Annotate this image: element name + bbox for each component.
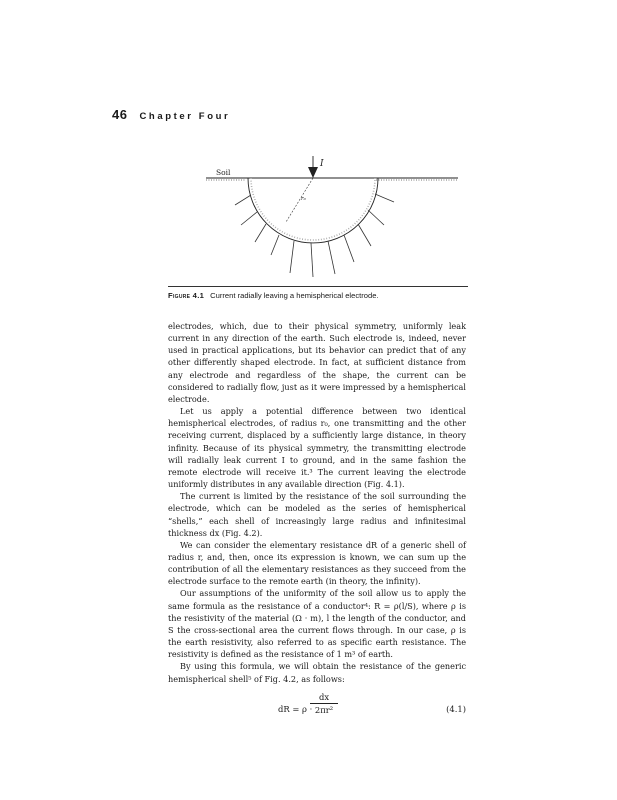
current-ray [290,241,294,273]
figure-caption [168,286,468,300]
running-header [112,107,230,123]
equation-number: (4.1) [446,704,466,714]
page-number: 46 [112,107,128,122]
current-ray [255,224,266,242]
current-ray [344,235,354,262]
current-ray [358,224,371,246]
paragraph: Let us apply a potential difference between two identical hemispherical electrodes, of radius r₀, one transmitting and the other receiving current, displaced by a sufficiently large distance, in theory infinity. Because of its physical symmetry, the transmitting electrode will radially leak current I to ground, and in the same fashion the remote electrode will receive it.³ The current leaving the electrode uniformly distributes in any available direction (Fig. 4.1). [168,406,466,490]
current-ray [311,243,313,277]
current-ray [375,194,394,202]
radius-label: r₀ [301,196,306,202]
electrode-surface-stipple [251,178,375,240]
radial-current-lines [235,194,394,277]
current-ray [241,212,257,225]
equation-numerator: dx [310,692,338,704]
electrode-hemisphere [248,178,378,243]
current-ray [328,241,335,274]
equation-4-1 [168,692,466,728]
paragraph: electrodes, which, due to their physical symmetry, uniformly leak current in any direction of the earth. Such electrode is, indeed, never used in practical applications, but its behavior can predict that of any other differently shaped electrode. In fact, at sufficient distance from any electrode and regardless of the shape, the current can be considered to radially flow, just as it were impressed by a hemispherical electrode. [168,321,466,404]
equation-lhs: dR = ρ · [278,704,313,714]
figure-caption-text: Current radially leaving a hemispherical electrode. [210,291,379,300]
figure-4-1 [168,150,468,290]
chapter-title: Chapter Four [139,111,231,122]
equation-denominator: 2πr² [314,705,334,715]
paragraph: Our assumptions of the uniformity of the soil allow us to apply the same formula as the resistance of a conductor⁴: R = ρ(l/S), where ρ is the resistivity of the material (Ω · m), l the length of the conductor, and S the cross-sectional area the current flows through. In our case, ρ is the earth resistivity, also referred to as specific earth resistance. The resistivity is defined as the resistance of 1 m³ of earth. [168,588,466,660]
soil-label: Soil [216,168,231,177]
current-arrow-head [308,167,318,178]
paragraph: We can consider the elementary resistance dR of a generic shell of radius r, and, then, once its expression is known, we can sum up the contribution of all the elementary resistances as they succeed from the electrode surface to the remote earth (in theory, the infinity). [168,539,466,587]
figure-caption-label: Figure 4.1 [168,291,205,300]
body-text [168,320,466,685]
current-label: I [320,159,324,169]
paragraph: The current is limited by the resistance of the soil surrounding the electrode, which can be modeled as the series of hemispherical “shells,” each shell of increasingly large radius and infinitesimal thickness dx (Fig. 4.2). [168,491,466,538]
current-ray [235,195,251,205]
paragraph: By using this formula, we will obtain the resistance of the generic hemispherical shell⁵ of Fig. 4.2, as follows: [168,661,466,684]
equation-fraction [310,692,338,715]
radius-line [286,178,313,222]
current-ray [271,235,279,255]
hemisphere-diagram [168,150,468,290]
current-ray [368,210,384,225]
